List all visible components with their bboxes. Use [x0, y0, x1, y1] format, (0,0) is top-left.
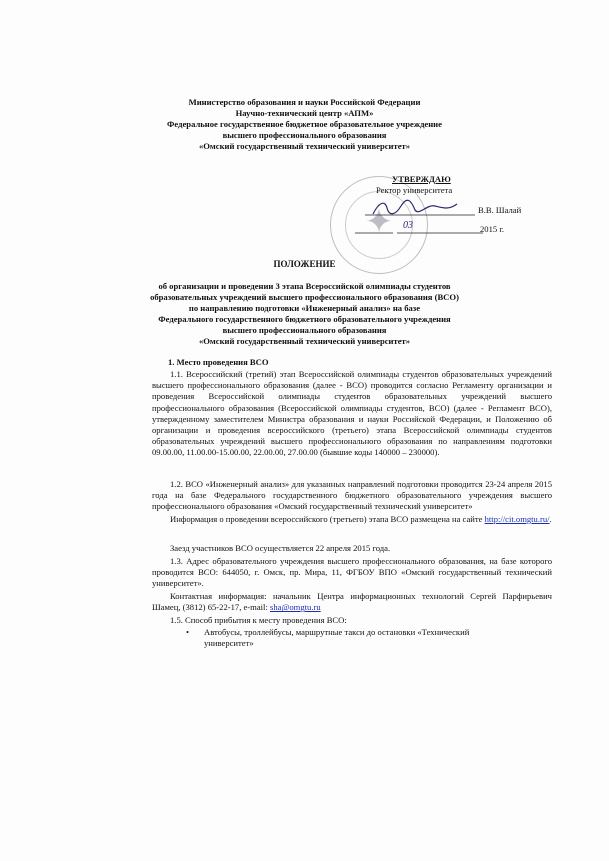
section-heading: 1. Место проведения ВСО	[168, 357, 269, 367]
info-paragraph: Информация о проведении всероссийского (третьего) этапа ВСО размещена на сайте http://cit.omgtu.ru/.	[170, 514, 552, 524]
info-link[interactable]: http://cit.omgtu.ru/	[484, 514, 550, 524]
rector-signature	[365, 196, 475, 220]
paragraph-1-5: 1.5. Способ прибытия к месту проведения ВСО:	[170, 615, 347, 625]
contact-text: Контактная информация: начальник Центра информационных технологий Сергей Парфирьевич Шамец, (3812) 65-22-17, e-mail:	[152, 591, 552, 613]
paragraph-1-2: 1.2. ВСО «Инженерный анализ» для указанных направлений подготовки проводится 23-24 апреля 2015 года на базе Федерального государственного бюджетного образовательного учреждения высшего профессионального образования «Омский государственный технический университет»	[152, 479, 552, 512]
approval-day: 03	[403, 220, 413, 231]
contact-email-link[interactable]: sha@omgtu.ru	[270, 602, 321, 613]
institution-type-line: Федеральное государственное бюджетное образовательное учреждение	[167, 119, 442, 129]
university-name-line: «Омский государственный технический университет»	[198, 141, 411, 151]
date-underline	[355, 221, 485, 235]
approval-position: Ректор университета	[376, 185, 453, 195]
education-level-line: высшего профессионального образования	[222, 130, 387, 140]
subtitle-line-2: образовательных учреждений высшего профессионального образования (ВСО)	[150, 292, 459, 302]
paragraph-1-3: 1.3. Адрес образовательного учреждения высшего профессионального образования, на базе которого проводится ВСО: 644050, г. Омск, пр. Мира, 11, ФГБОУ ВПО «Омский государственный технический университет».	[152, 556, 552, 589]
center-line: Научно-технический центр «АПМ»	[235, 108, 374, 118]
bullet-item-1: Автобусы, троллейбусы, маршрутные такси до остановки «Технический университет»	[204, 627, 470, 649]
subtitle-line-3: по направлению подготовки «Инженерный анализ» на базе	[188, 303, 421, 313]
ministry-line: Министерство образования и науки Российской Федерации	[188, 97, 421, 107]
rector-name: В.В. Шалай	[478, 205, 522, 215]
arrival-paragraph: Заезд участников ВСО осуществляется 22 апреля 2015 года.	[170, 543, 391, 553]
subtitle-line-4: Федерального государственного бюджетного образовательного учреждения	[158, 314, 451, 324]
subtitle-line-1: об организации и проведении 3 этапа Всероссийской олимпиады студентов	[158, 281, 451, 291]
document-title: ПОЛОЖЕНИЕ	[273, 259, 336, 269]
contact-paragraph	[152, 591, 552, 613]
approval-title: УТВЕРЖДАЮ	[392, 174, 451, 184]
paragraph-1-1: 1.1. Всероссийский (третий) этап Всероссийской олимпиады студентов образовательных учреждений высшего профессионального образования (далее - ВСО) проводится согласно Регламенту организации и проведения Всероссийской олимпиады студентов образовательных учреждений высшего профессионального образования (Всероссийской олимпиады студентов, ВСО) (далее - Регламент ВСО), утвержденному заместителем Министра образования и науки Российской Федерации, и Положению об организации и проведения всероссийского (третьего) этапа Всероссийской олимпиады студентов образовательных учреждений высшего профессионального образования по направлениям подготовки 09.00.00, 11.00.00-15.00.00, 22.00.00, 27.00.00 (бывшие коды 140000 – 230000).	[152, 369, 552, 458]
info-text: Информация о проведении всероссийского (третьего) этапа ВСО размещена на сайте	[170, 514, 483, 524]
approval-year: 2015 г.	[480, 224, 505, 234]
subtitle-line-5: высшего профессионального образования	[222, 325, 387, 335]
bullet-icon: •	[186, 627, 190, 637]
university-seal-icon: ✦	[330, 176, 428, 274]
subtitle-line-6: «Омский государственный технический университет»	[198, 336, 411, 346]
